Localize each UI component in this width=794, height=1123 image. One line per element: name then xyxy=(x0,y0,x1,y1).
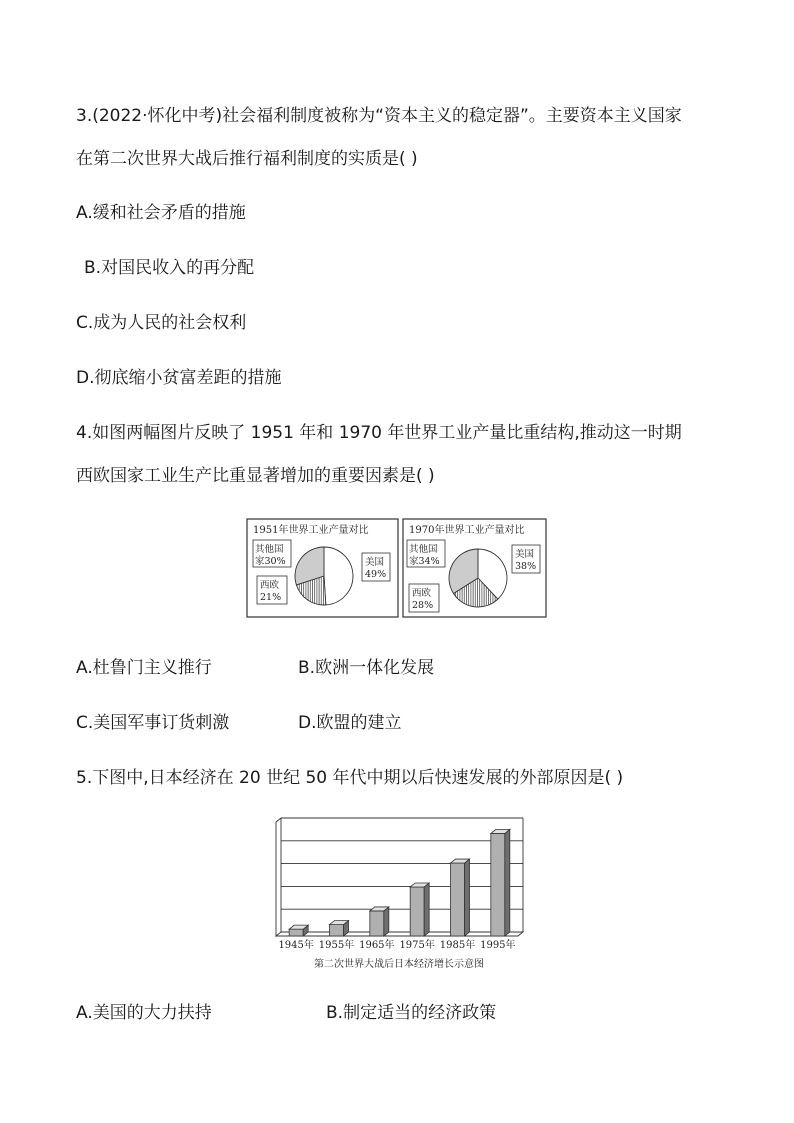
bar-chart-gridlines xyxy=(276,818,523,936)
bar-side-1975年 xyxy=(424,883,429,936)
q4-option-c: C.美国军事订货刺激 xyxy=(76,713,230,733)
bar-chart-tick-label: 1945年 xyxy=(278,940,314,951)
q3-option-a: A.缓和社会矛盾的措施 xyxy=(76,203,246,223)
bar-1975年 xyxy=(410,887,424,936)
bar-1995年 xyxy=(491,833,505,936)
q4-option-b: B.欧洲一体化发展 xyxy=(298,658,435,678)
q3-option-c: C.成为人民的社会权利 xyxy=(76,313,247,333)
bar-chart-caption: 第二次世界大战后日本经济增长示意图 xyxy=(314,959,484,970)
q4-option-a: A.杜鲁门主义推行 xyxy=(76,658,212,678)
pie-1970-us-label2: 38% xyxy=(515,561,537,572)
bar-chart-tick-labels xyxy=(278,938,515,951)
q3-option-d: D.彻底缩小贫富差距的措施 xyxy=(76,368,282,388)
bar-side-1985年 xyxy=(465,859,470,936)
pie-1970-other-label1: 其他国 xyxy=(409,544,438,555)
q4-stem-line2: 西欧国家工业生产比重显著增加的重要因素是( ) xyxy=(76,466,435,486)
bar-chart-depth-top xyxy=(276,818,281,822)
q4-stem-line1: 4.如图两幅图片反映了 1951 年和 1970 年世界工业产量比重结构,推动这一时期 xyxy=(76,423,682,443)
bar-chart-tick-label: 1995年 xyxy=(480,940,516,951)
pie-1970-we-label2: 28% xyxy=(412,600,434,611)
bar-chart-tick-label: 1965年 xyxy=(359,940,395,951)
bar-1955年 xyxy=(330,925,344,936)
q3-option-b: B.对国民收入的再分配 xyxy=(84,258,255,278)
q5-option-b: B.制定适当的经济政策 xyxy=(326,1003,497,1023)
q5-stem-line1: 5.下图中,日本经济在 20 世纪 50 年代中期以后快速发展的外部原因是( ) xyxy=(76,768,624,788)
q4-option-d: D.欧盟的建立 xyxy=(298,713,402,733)
pie-1970-other-label2: 家34% xyxy=(409,556,440,567)
bar-chart-tick-label: 1985年 xyxy=(439,940,476,951)
bar-chart-tick-label: 1975年 xyxy=(399,940,435,951)
pie-1970-we-label1: 西欧 xyxy=(412,588,432,599)
q3-stem-line2: 在第二次世界大战后推行福利制度的实质是( ) xyxy=(76,149,418,169)
pie-1970-title: 1970年世界工业产量对比 xyxy=(409,525,525,536)
q5-option-a: A.美国的大力扶持 xyxy=(76,1003,212,1023)
bar-side-1965年 xyxy=(384,907,389,936)
pie-1970 xyxy=(449,549,507,607)
q3-stem-line1: 3.(2022·怀化中考)社会福利制度被称为“资本主义的稳定器”。主要资本主义国家 xyxy=(76,106,682,126)
pie-1951-other-label1: 其他国 xyxy=(255,544,284,555)
pie-1951 xyxy=(295,547,353,605)
bar-side-1995年 xyxy=(505,829,510,936)
pie-1951-we-label1: 西欧 xyxy=(260,580,280,591)
bar-chart-floor xyxy=(276,932,523,936)
bar-chart-figure xyxy=(268,816,530,974)
pie-charts-figure xyxy=(246,518,548,620)
pie-1951-us-label1: 美国 xyxy=(365,557,385,568)
pie-1970-us-label1: 美国 xyxy=(515,549,535,560)
bar-1945年 xyxy=(289,929,303,936)
pie-1951-other-label2: 家30% xyxy=(255,556,286,567)
pie-1951-we-label2: 21% xyxy=(260,592,282,603)
bar-chart-bars xyxy=(289,829,510,936)
bar-1965年 xyxy=(370,911,384,936)
pie-1951-us-label2: 49% xyxy=(365,569,387,580)
pie-1951-title: 1951年世界工业产量对比 xyxy=(253,525,369,536)
bar-1985年 xyxy=(451,863,465,936)
bar-chart-tick-label: 1955年 xyxy=(318,940,355,951)
